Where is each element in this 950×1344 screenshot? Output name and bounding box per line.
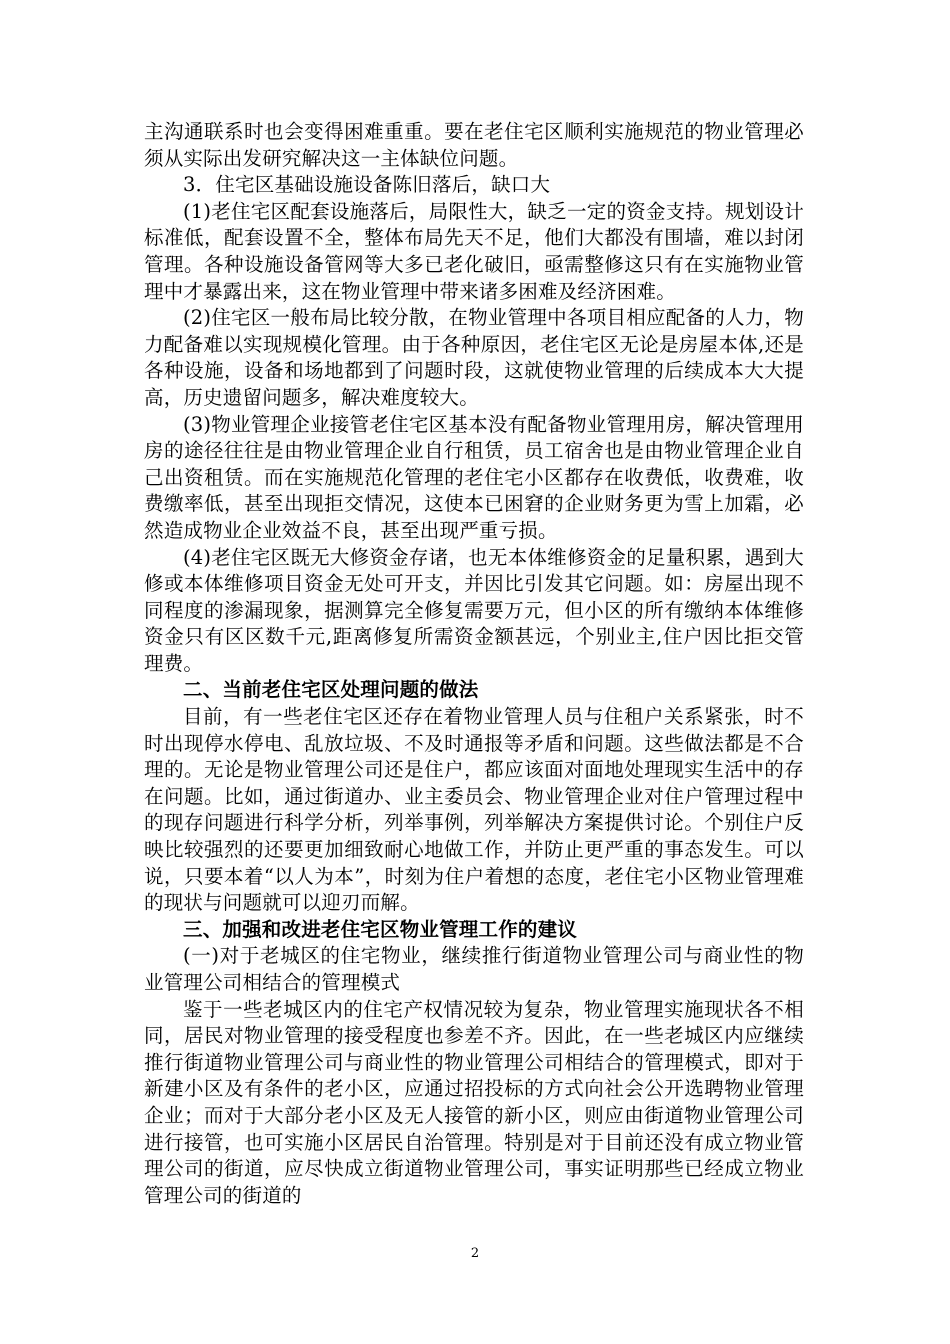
- section-heading-2: 二、当前老住宅区处理问题的做法: [183, 678, 479, 702]
- page-number: 2: [470, 1246, 480, 1261]
- paragraph: (1)老住宅区配套设施落后，局限性大，缺乏一定的资金支持。规划设计标准低，配套设置不全，整体布局先天不足，他们大都没有围墙，难以封闭管理。各种设施设备管网等大多已老化破旧，亟需整修这只有在实施物业管理中才暴露出来，这在物业管理中带来诸多困难及经济困难。: [144, 199, 804, 303]
- paragraph: (2)住宅区一般布局比较分散，在物业管理中各项目相应配备的人力，物力配备难以实现规模化管理。由于各种原因，老住宅区无论是房屋本体,还是各种设施，设备和场地都到了问题时段，这就使物业管理的后续成本大大提高，历史遗留问题多，解决难度较大。: [144, 306, 804, 409]
- paragraph: (4)老住宅区既无大修资金存诸，也无本体维修资金的足量积累，遇到大修或本体维修项目资金无处可开支，并因比引发其它问题。如：房屋出现不同程度的渗漏现象，据测算完全修复需要万元，但小区的所有缴纳本体维修资金只有区区数千元,距离修复所需资金额甚远，个别业主,住户因比拒交管理费。: [144, 545, 804, 675]
- subsection-heading: (一)对于老城区的住宅物业，继续推行街道物业管理公司与商业性的物业管理公司相结合的管理模式: [144, 944, 804, 994]
- paragraph: 主沟通联系时也会变得困难重重。要在老住宅区顺利实施规范的物业管理必须从实际出发研究解决这一主体缺位问题。: [144, 120, 804, 170]
- paragraph: (3)物业管理企业接管老住宅区基本没有配备物业管理用房，解决管理用房的途径往往是由物业管理企业自行租赁，员工宿舍也是由物业管理企业自己出资租赁。而在实施规范化管理的老住宅小区都存在收费低，收费难，收费缴率低，甚至出现拒交情况，这使本已困窘的企业财务更为雪上加霜，必然造成物业企业效益不良，甚至出现严重亏损。: [144, 412, 804, 542]
- paragraph: 鉴于一些老城区内的住宅产权情况较为复杂，物业管理实施现状各不相同，居民对物业管理的接受程度也参差不齐。因此，在一些老城区内应继续推行街道物业管理公司与商业性的物业管理公司相结合的管理模式，即对于新建小区及有条件的老小区，应通过招投标的方式向社会公开选聘物业管理企业；而对于大部分老小区及无人接管的新小区，则应由街道物业管理公司进行接管，也可实施小区居民自治管理。特别是对于目前还没有成立物业管理公司的街道，应尽快成立街道物业管理公司，事实证明那些已经成立物业管理公司的街道的: [144, 997, 804, 1207]
- section-item-3-title: 3．住宅区基础设施设备陈旧落后，缺口大: [183, 173, 551, 197]
- section-heading-3: 三、加强和改进老住宅区物业管理工作的建议: [183, 917, 578, 941]
- paragraph: 目前，有一些老住宅区还存在着物业管理人员与住租户关系紧张，时不时出现停水停电、乱放垃圾、不及时通报等矛盾和问题。这些做法都是不合理的。无论是物业管理公司还是住户，都应该面对面地处理现实生活中的存在问题。比如，通过街道办、业主委员会、物业管理企业对住户管理过程中的现存问题进行科学分析，列举事例，列举解决方案提供讨论。个别住户反映比较强烈的还要更加细致耐心地做工作，并防止更严重的事态发生。可以说，只要本着“以人为本”，时刻为住户着想的态度，老住宅小区物业管理难的现状与问题就可以迎刃而解。: [144, 705, 804, 915]
- document-body: [144, 119, 804, 1209]
